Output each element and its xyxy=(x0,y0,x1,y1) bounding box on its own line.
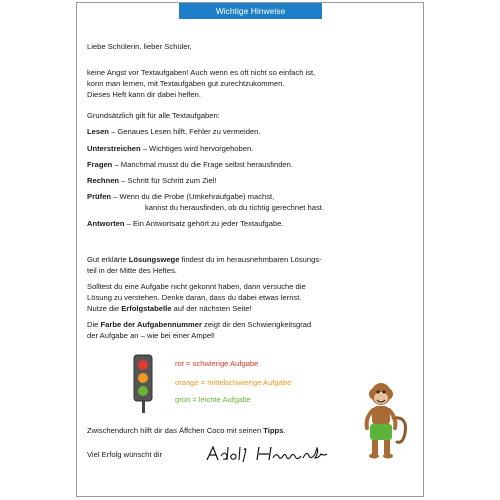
step-lesen xyxy=(87,126,417,137)
text-bold: Erfolgstabelle xyxy=(121,304,172,313)
text-segment: Nutze die xyxy=(87,304,122,313)
text-bold: Lösungswege xyxy=(128,255,180,264)
step-text: – Genaues Lesen hilft, Fehler zu vermeiden. xyxy=(108,127,261,136)
step-text: – Wenn du die Probe (Umkehraufgabe) machst, xyxy=(111,192,275,201)
intro-line-1: keine Angst vor Textaufgaben! Auch wenn es oft nicht so einfach ist, xyxy=(87,68,316,77)
closing-line: Viel Erfolg wünscht dir xyxy=(87,450,162,459)
handwritten-signature xyxy=(203,444,333,464)
step-unterstreichen xyxy=(87,143,417,154)
step-text: – Wichtiges wird hervorgehoben. xyxy=(140,144,254,153)
continuation-text: kannst du herausfinden, ob du richtig gerechnet hast. xyxy=(145,203,324,212)
page-title: Wichtige Hinweise xyxy=(179,3,322,19)
legend-red: rot = schwierige Aufgabe xyxy=(175,359,259,368)
legend-green: grün = leichte Aufgabe xyxy=(175,395,251,404)
text-segment: findest du im herausnehmbaren Lösungs- xyxy=(179,255,322,264)
intro-line-2: konn man lernen, mit Textaufgaben gut zurechtzukommen. xyxy=(87,79,285,88)
monkey-coco-icon xyxy=(353,378,409,460)
step-term: Fragen xyxy=(87,160,113,169)
step-rechnen xyxy=(87,175,417,186)
step-antworten xyxy=(87,218,417,229)
step-term: Prüfen xyxy=(87,192,112,201)
text-segment: Zwischendurch hilft dir das Äffchen Coco mit seinen xyxy=(87,426,264,435)
tip-para-line-3 xyxy=(87,303,417,314)
worksheet-page xyxy=(76,2,424,497)
step-term: Rechnen xyxy=(87,176,120,185)
traffic-light-icon xyxy=(132,353,154,413)
text-segment: . xyxy=(283,426,286,435)
text-segment: Gut erklärte xyxy=(87,255,129,264)
text-segment: Die xyxy=(87,320,101,329)
step-text: – Ein Antwortsatz gehört zu jeder Textaufgabe. xyxy=(124,219,284,228)
text-segment: auf der nächsten Seite! xyxy=(171,304,252,313)
solution-para-line-1 xyxy=(87,254,417,265)
solution-para-line-2: teil in der Mitte des Heftes. xyxy=(87,266,177,275)
coco-line xyxy=(87,425,417,436)
step-term: Lesen xyxy=(87,127,109,136)
step-text: – Manchmal musst du die Frage selbst herausfinden. xyxy=(112,160,293,169)
step-term: Unterstreichen xyxy=(87,144,141,153)
legend-orange: orange = mittelschwierige Aufgabe xyxy=(175,378,292,387)
step-text: – Schritt für Schritt zum Ziel! xyxy=(119,176,217,185)
text-bold: Tipps xyxy=(263,426,284,435)
step-fragen xyxy=(87,159,417,170)
color-para-line-1 xyxy=(87,319,417,330)
greeting: Liebe Schülerin, lieber Schüler, xyxy=(87,42,192,51)
intro-line-3: Dieses Heft kann dir dabei helfen. xyxy=(87,90,201,99)
tip-para-line-1: Solltest du eine Aufgabe nicht gekonnt haben, dann versuche die xyxy=(87,282,306,291)
text-segment: zeigt dir den Schwierigkeitsgrad xyxy=(201,320,312,329)
step-term: Antworten xyxy=(87,219,125,228)
color-para-line-2: der Aufgabe an – wie bei einer Ampel! xyxy=(87,331,215,340)
principle-line: Grundsätzlich gilt für alle Textaufgaben: xyxy=(87,111,220,120)
tip-para-line-2: Lösung zu verstehen. Denke daran, dass du dabei etwas lernst. xyxy=(87,293,302,302)
step-pruefen xyxy=(87,191,417,202)
text-bold: Farbe der Aufgabennummer xyxy=(100,320,202,329)
